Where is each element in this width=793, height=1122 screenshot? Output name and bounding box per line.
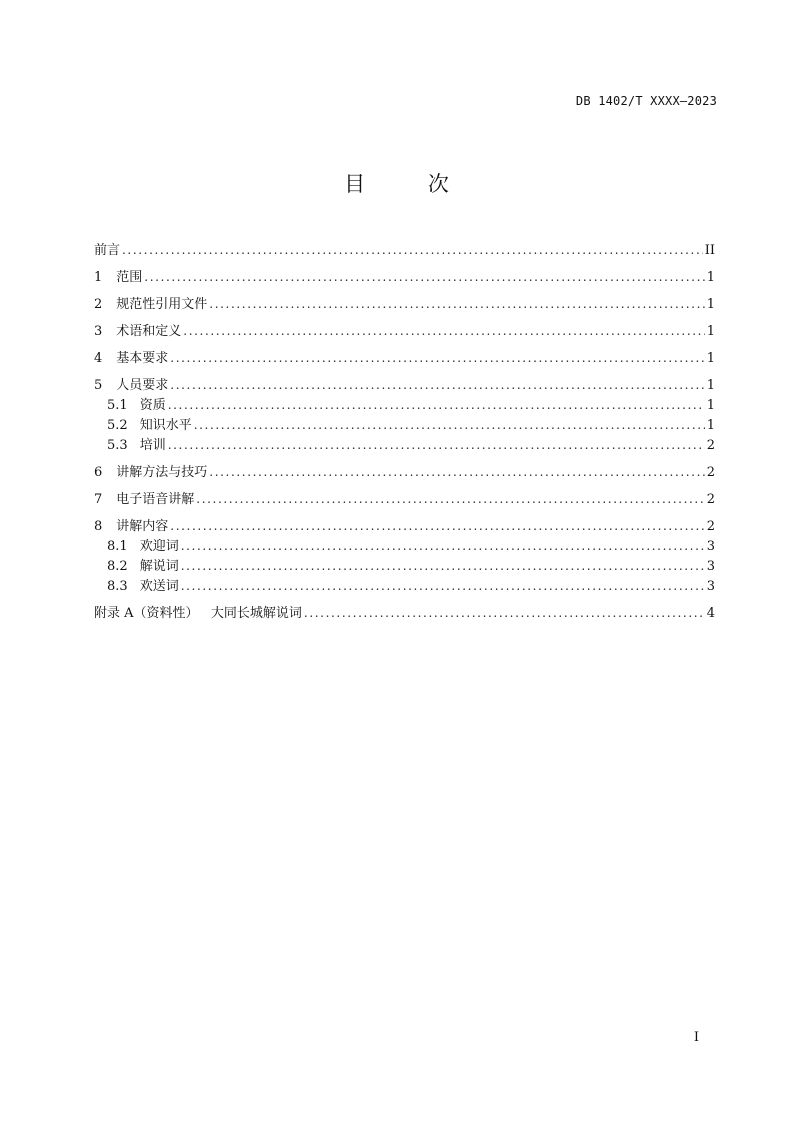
toc-entry-label: 基本要求	[116, 351, 169, 366]
toc-entry-page: 3	[706, 579, 715, 594]
toc-entry[interactable]	[94, 395, 715, 415]
toc-entry-page: 1	[706, 351, 715, 366]
toc-entry-label: 术语和定义	[116, 324, 182, 339]
toc-entry-page: 4	[706, 606, 715, 621]
toc-entry-page: 1	[706, 398, 715, 413]
toc-entry[interactable]	[94, 415, 715, 435]
toc-entry-label: 解说词	[139, 559, 179, 574]
toc-entry[interactable]	[94, 576, 715, 596]
toc-entry[interactable]	[94, 294, 715, 314]
toc-entry-page: 2	[706, 438, 715, 453]
toc-entry-label: 讲解方法与技巧	[116, 465, 208, 480]
toc-entry-label: 人员要求	[116, 378, 169, 393]
toc-entry[interactable]	[94, 516, 715, 536]
toc-entry-label: 资质	[139, 398, 166, 413]
toc-dot-leader	[170, 516, 704, 536]
toc-entry[interactable]	[94, 489, 715, 509]
toc-dot-leader	[196, 489, 704, 509]
toc-dot-leader	[183, 321, 704, 341]
toc-entry-page: 1	[706, 270, 715, 285]
toc-entry-number: 8.2	[107, 559, 128, 574]
toc-entry-page: 1	[706, 297, 715, 312]
toc-dot-leader	[194, 415, 705, 435]
toc-entry-label: 电子语音讲解	[116, 492, 195, 507]
toc-entry-page: II	[704, 243, 715, 258]
toc-entry[interactable]	[94, 267, 715, 287]
toc-entry[interactable]	[94, 536, 715, 556]
toc-entry-number: 5.3	[107, 438, 128, 453]
toc-entry-page: 3	[706, 559, 715, 574]
toc-dot-leader	[144, 267, 704, 287]
toc-entry-number: 6	[94, 465, 103, 480]
toc-entry-page: 1	[706, 378, 715, 393]
toc-dot-leader	[168, 395, 705, 415]
toc-entry[interactable]	[94, 462, 715, 482]
page-title: 目 次	[344, 172, 477, 196]
toc-entry-number: 5.2	[107, 418, 128, 433]
toc-entry-page: 3	[706, 539, 715, 554]
toc-entry-page: 1	[706, 324, 715, 339]
toc-dot-leader	[168, 435, 705, 455]
toc-dot-leader	[181, 556, 705, 576]
toc-entry-number: 4	[94, 351, 103, 366]
toc-entry-number: 5.1	[107, 398, 128, 413]
toc-dot-leader	[209, 462, 704, 482]
toc-entry[interactable]	[94, 556, 715, 576]
toc-entry-label: 讲解内容	[116, 519, 169, 534]
toc-entry[interactable]	[94, 240, 715, 260]
toc-entry-number: 1	[94, 270, 103, 285]
toc-entry-label: 知识水平	[139, 418, 192, 433]
toc-entry-number: 8.1	[107, 539, 128, 554]
toc-entry-page: 1	[706, 418, 715, 433]
toc-entry-label: 规范性引用文件	[116, 297, 208, 312]
toc-dot-leader	[209, 294, 704, 314]
toc-dot-leader	[170, 375, 704, 395]
table-of-contents	[94, 240, 715, 623]
toc-entry[interactable]	[94, 321, 715, 341]
toc-entry[interactable]	[94, 603, 715, 623]
toc-entry-number: 8.3	[107, 579, 128, 594]
page-number: I	[693, 1030, 699, 1045]
toc-dot-leader	[170, 348, 704, 368]
toc-entry-label: 前言	[94, 243, 121, 258]
toc-entry[interactable]	[94, 435, 715, 455]
toc-entry-number: 8	[94, 519, 103, 534]
toc-entry-label: 欢迎词	[139, 539, 179, 554]
toc-entry[interactable]	[94, 348, 715, 368]
toc-entry-page: 2	[706, 492, 715, 507]
toc-entry-label: 欢送词	[139, 579, 179, 594]
toc-entry-label: 附录 A（资料性） 大同长城解说词	[94, 606, 302, 621]
toc-entry-number: 2	[94, 297, 103, 312]
toc-dot-leader	[181, 536, 705, 556]
toc-dot-leader	[304, 603, 705, 623]
toc-entry-number: 5	[94, 378, 103, 393]
toc-entry-label: 范围	[116, 270, 143, 285]
document-code: DB 1402/T XXXX—2023	[575, 94, 717, 108]
toc-dot-leader	[181, 576, 705, 596]
toc-entry[interactable]	[94, 375, 715, 395]
toc-entry-page: 2	[706, 519, 715, 534]
toc-entry-page: 2	[706, 465, 715, 480]
toc-entry-number: 3	[94, 324, 103, 339]
toc-entry-label: 培训	[139, 438, 166, 453]
toc-entry-number: 7	[94, 492, 103, 507]
toc-dot-leader	[122, 240, 703, 260]
